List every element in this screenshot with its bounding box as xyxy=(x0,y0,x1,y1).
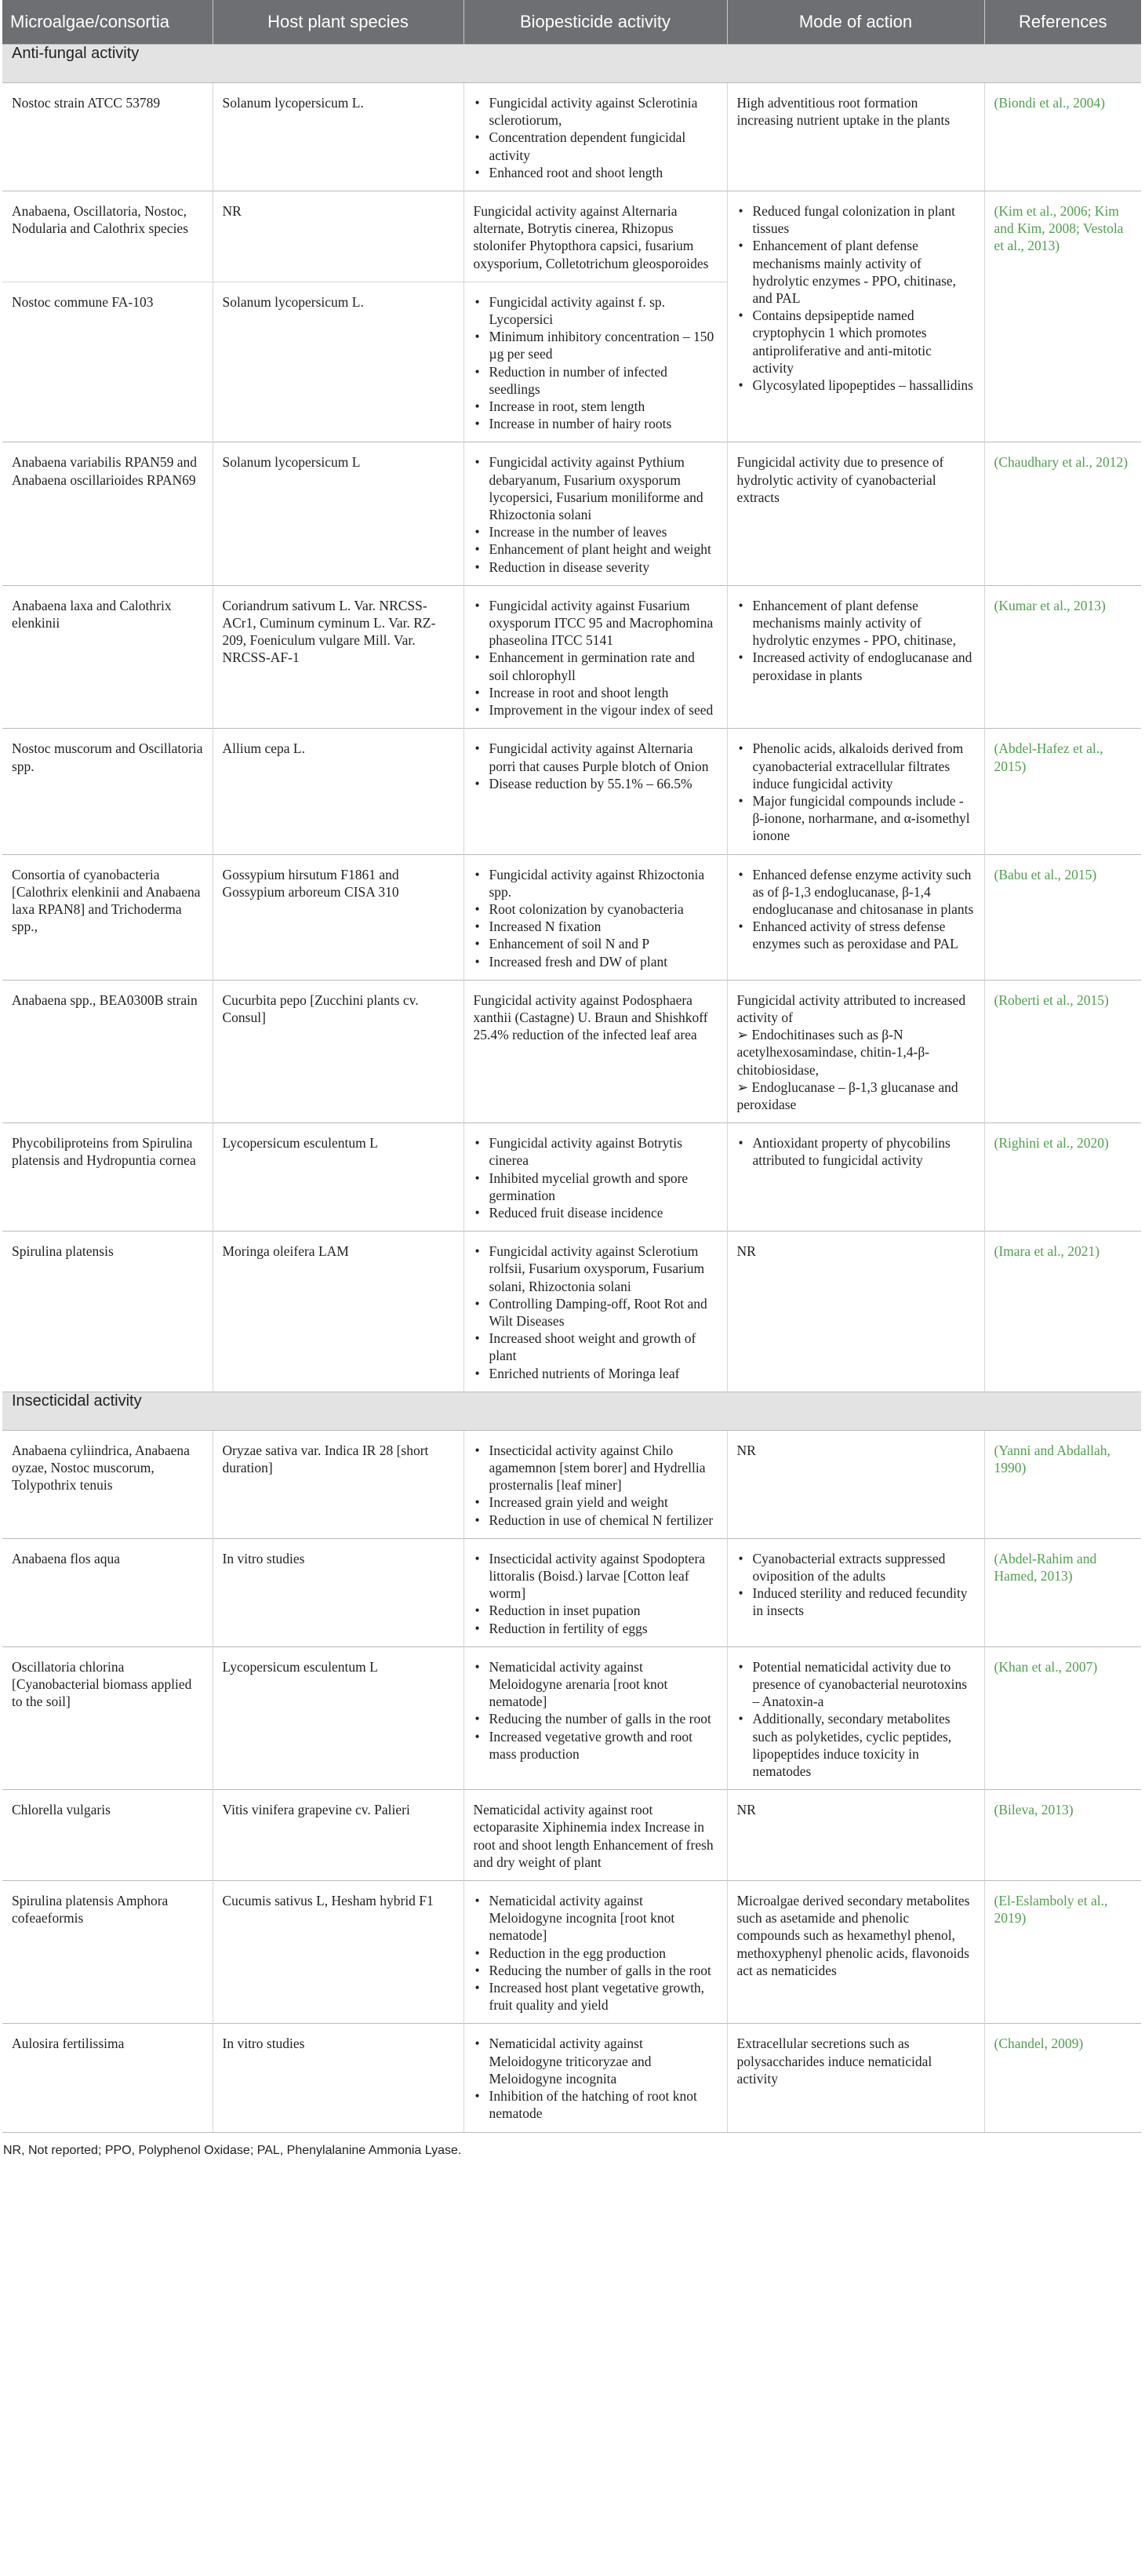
reference-link[interactable]: (Babu et al., 2015) xyxy=(984,854,1141,980)
host-cell: Moringa oleifera LAM xyxy=(213,1232,463,1392)
reference-link[interactable]: (Roberti et al., 2015) xyxy=(984,980,1141,1122)
activity-cell xyxy=(463,2024,727,2132)
mode-cell: NR xyxy=(727,1232,984,1392)
host-cell: In vitro studies xyxy=(213,1538,463,1646)
table-row xyxy=(2,2024,1141,2132)
reference-link[interactable]: (Chaudhary et al., 2012) xyxy=(984,442,1141,585)
reference-link[interactable]: (Bileva, 2013) xyxy=(984,1790,1141,1881)
table-row xyxy=(2,1123,1141,1232)
organism-cell: Nostoc commune FA-103 xyxy=(2,282,213,442)
bullet-item: • Increased host plant vegetative growth, fruit quality and yield xyxy=(474,1979,718,2014)
host-cell: Solanum lycopersicum L xyxy=(213,442,463,585)
activity-cell xyxy=(463,282,727,442)
bullet-item: • Reduction in inset pupation xyxy=(474,1602,718,1619)
bullet-item: • Fungicidal activity against f. sp. Lycopersici xyxy=(474,293,718,328)
reference-link[interactable]: (Kim et al., 2006; Kim and Kim, 2008; Vestola et al., 2013) xyxy=(984,191,1141,442)
host-cell: Oryzae sativa var. Indica IR 28 [short duration] xyxy=(213,1430,463,1538)
reference-link[interactable]: (Biondi et al., 2004) xyxy=(984,83,1141,191)
mode-cell xyxy=(727,854,984,980)
bullet-item: • Disease reduction by 55.1% – 66.5% xyxy=(474,775,718,792)
bullet-item: • Fungicidal activity against Fusarium oxysporum ITCC 95 and Macrophomina phaseolina ITCC 5141 xyxy=(474,597,718,649)
organism-cell: Anabaena flos aqua xyxy=(2,1538,213,1646)
bullet-item: • Increase in the number of leaves xyxy=(474,523,718,540)
activity-cell xyxy=(463,1123,727,1232)
bullet-item: • Enhanced defense enzyme activity such as of β-1,3 endoglucanase, β-1,4 endoglucanase and chitosanase in plants xyxy=(737,866,975,919)
host-cell: In vitro studies xyxy=(213,2024,463,2132)
bullet-item: • Nematicidal activity against Meloidogyne incognita [root knot nematode] xyxy=(474,1892,718,1945)
mode-cell: Microalgae derived secondary metabolites such as asetamide and phenolic compounds such as hexamethyl phenol, methoxyphenyl phenolic acids, flavonoids act as nematicides xyxy=(727,1881,984,2024)
activity-cell: Nematicidal activity against root ectoparasite Xiphinemia index Increase in root and shoot length Enhancement of fresh and dry weight of plant xyxy=(463,1790,727,1881)
bullet-item: • Concentration dependent fungicidal activity xyxy=(474,129,718,163)
bullet-item: • Fungicidal activity against Sclerotium rolfsii, Fusarium oxysporum, Fusarium solani, Rhizoctonia solani xyxy=(474,1243,718,1295)
reference-link[interactable]: (Righini et al., 2020) xyxy=(984,1123,1141,1232)
bullet-item: • Phenolic acids, alkaloids derived from cyanobacterial extracellular filtrates induce fungicidal activity xyxy=(737,740,975,792)
reference-link[interactable]: (Yanni and Abdallah, 1990) xyxy=(984,1430,1141,1538)
bullet-item: • Fungicidal activity against Alternaria porri that causes Purple blotch of Onion xyxy=(474,740,718,774)
bullet-item: • Potential nematicidal activity due to presence of cyanobacterial neurotoxins – Anatoxin-a xyxy=(737,1658,975,1711)
activity-cell xyxy=(463,1430,727,1538)
bullet-item: • Cyanobacterial extracts suppressed oviposition of the adults xyxy=(737,1550,975,1585)
reference-link[interactable]: (El-Eslamboly et al., 2019) xyxy=(984,1881,1141,2024)
host-cell: Lycopersicum esculentum L xyxy=(213,1123,463,1232)
organism-cell: Nostoc muscorum and Oscillatoria spp. xyxy=(2,729,213,854)
text-line: Fungicidal activity attributed to increased activity of xyxy=(736,991,966,1025)
mode-cell: High adventitious root formation increasing nutrient uptake in the plants xyxy=(727,83,984,191)
table-row xyxy=(2,1538,1141,1646)
reference-link[interactable]: (Kumar et al., 2013) xyxy=(984,585,1141,728)
activity-cell xyxy=(463,854,727,980)
bullet-item: • Reducing the number of galls in the root xyxy=(474,1710,718,1727)
table-row xyxy=(2,83,1141,191)
table-row xyxy=(2,1430,1141,1538)
reference-link[interactable]: (Chandel, 2009) xyxy=(984,2024,1141,2132)
arrow-item: ➢ Endochitinases such as β-N acetylhexosamindase, chitin-1,4-β-chitobiosidase, xyxy=(736,1027,930,1078)
bullet-item: • Increase in number of hairy roots xyxy=(474,415,718,432)
table-row xyxy=(2,442,1141,585)
bullet-item: • Enhancement in germination rate and soil chlorophyll xyxy=(474,649,718,683)
host-cell: Cucumis sativus L, Hesham hybrid F1 xyxy=(213,1881,463,2024)
bullet-item: • Increased N fixation xyxy=(474,918,718,935)
organism-cell: Anabaena, Oscillatoria, Nostoc, Nodularia and Calothrix species xyxy=(2,191,213,282)
reference-link[interactable]: (Abdel-Rahim and Hamed, 2013) xyxy=(984,1538,1141,1646)
table-row xyxy=(2,1646,1141,1789)
host-cell: Coriandrum sativum L. Var. NRCSS-ACr1, Cuminum cyminum L. Var. RZ-209, Foeniculum vulgare Mill. Var. NRCSS-AF-1 xyxy=(213,585,463,728)
table-row xyxy=(2,191,1141,282)
col-header-references: References xyxy=(984,0,1141,45)
activity-cell xyxy=(463,83,727,191)
bullet-item: • Reduction in the egg production xyxy=(474,1945,718,1962)
mode-cell xyxy=(727,1538,984,1646)
mode-cell xyxy=(727,191,984,442)
organism-cell: Anabaena cyliindrica, Anabaena oyzae, Nostoc muscorum, Tolypothrix tenuis xyxy=(2,1430,213,1538)
section-title: Insecticidal activity xyxy=(2,1392,1141,1430)
section-title: Anti-fungal activity xyxy=(2,45,1141,83)
host-cell: Vitis vinifera grapevine cv. Palieri xyxy=(213,1790,463,1881)
activity-cell xyxy=(463,1881,727,2024)
mode-cell xyxy=(727,1123,984,1232)
organism-cell: Chlorella vulgaris xyxy=(2,1790,213,1881)
mode-cell: Fungicidal activity due to presence of hydrolytic activity of cyanobacterial extracts xyxy=(727,442,984,585)
mode-cell: Extracellular secretions such as polysaccharides induce nematicidal activity xyxy=(727,2024,984,2132)
bullet-item: • Induced sterility and reduced fecundity in insects xyxy=(737,1585,975,1619)
bullet-item: • Nematicidal activity against Meloidogyne arenaria [root knot nematode] xyxy=(474,1658,718,1711)
bullet-item: • Enhanced root and shoot length xyxy=(474,164,718,181)
mode-cell: NR xyxy=(727,1430,984,1538)
col-header-host: Host plant species xyxy=(213,0,463,45)
table-row xyxy=(2,729,1141,854)
organism-cell: Anabaena laxa and Calothrix elenkinii xyxy=(2,585,213,728)
bullet-item: • Antioxidant property of phycobilins attributed to fungicidal activity xyxy=(737,1134,975,1169)
biopesticide-table xyxy=(2,0,1141,2132)
col-header-organism: Microalgae/consortia xyxy=(2,0,213,45)
mode-cell xyxy=(727,1646,984,1789)
bullet-item: • Increased fresh and DW of plant xyxy=(474,953,718,970)
organism-cell: Nostoc strain ATCC 53789 xyxy=(2,83,213,191)
bullet-item: • Enhanced activity of stress defense enzymes such as peroxidase and PAL xyxy=(737,918,975,952)
bullet-item: • Fungicidal activity against Pythium debaryanum, Fusarium oxysporum lycopersici, Fusarium moniliforme and Rhizoctonia solani xyxy=(474,453,718,523)
bullet-item: • Enhancement of soil N and P xyxy=(474,935,718,952)
host-cell: NR xyxy=(213,191,463,282)
mode-cell xyxy=(727,980,984,1122)
mode-cell xyxy=(727,729,984,854)
organism-cell: Anabaena variabilis RPAN59 and Anabaena oscillarioides RPAN69 xyxy=(2,442,213,585)
activity-cell: Fungicidal activity against Podosphaera xanthii (Castagne) U. Braun and Shishkoff 25.4% reduction of the infected leaf area xyxy=(463,980,727,1122)
host-cell: Gossypium hirsutum F1861 and Gossypium arboreum CISA 310 xyxy=(213,854,463,980)
col-header-activity: Biopesticide activity xyxy=(463,0,727,45)
bullet-item: • Increased shoot weight and growth of plant xyxy=(474,1330,718,1364)
mode-cell: NR xyxy=(727,1790,984,1881)
mode-cell xyxy=(727,585,984,728)
activity-cell: Fungicidal activity against Alternaria alternate, Botrytis cinerea, Rhizopus stolonifer Phytopthora capsici, fusarium oxysporium, Colletotrichum gleosporoides xyxy=(463,191,727,282)
host-cell: Solanum lycopersicum L. xyxy=(213,83,463,191)
bullet-item: • Fungicidal activity against Rhizoctonia spp. xyxy=(474,866,718,901)
organism-cell: Consortia of cyanobacteria [Calothrix elenkinii and Anabaena laxa RPAN8] and Trichoderma spp., xyxy=(2,854,213,980)
reference-link[interactable]: (Abdel-Hafez et al., 2015) xyxy=(984,729,1141,854)
activity-cell xyxy=(463,729,727,854)
organism-cell: Anabaena spp., BEA0300B strain xyxy=(2,980,213,1122)
bullet-item: • Fungicidal activity against Botrytis cinerea xyxy=(474,1134,718,1169)
bullet-item: • Reduced fruit disease incidence xyxy=(474,1204,718,1221)
bullet-item: • Insecticidal activity against Spodoptera littoralis (Boisd.) larvae [Cotton leaf worm] xyxy=(474,1550,718,1603)
bullet-item: • Enhancement of plant height and weight xyxy=(474,540,718,558)
header-row xyxy=(2,0,1141,45)
bullet-item: • Additionally, secondary metabolites such as polyketides, cyclic peptides, lipopeptides induce toxicity in nematodes xyxy=(737,1710,975,1780)
bullet-item: • Increased grain yield and weight xyxy=(474,1494,718,1511)
organism-cell: Aulosira fertilissima xyxy=(2,2024,213,2132)
bullet-item: • Reduction in number of infected seedlings xyxy=(474,363,718,398)
activity-cell xyxy=(463,585,727,728)
bullet-item: • Root colonization by cyanobacteria xyxy=(474,901,718,918)
bullet-item: • Glycosylated lipopeptides – hassallidins xyxy=(737,377,975,394)
bullet-item: • Insecticidal activity against Chilo agamemnon [stem borer] and Hydrellia prosternalis [leaf miner] xyxy=(474,1442,718,1494)
activity-cell xyxy=(463,1646,727,1789)
bullet-item: • Improvement in the vigour index of seed xyxy=(474,701,718,719)
host-cell: Allium cepa L. xyxy=(213,729,463,854)
host-cell: Solanum lycopersicum L. xyxy=(213,282,463,442)
section-row-antifungal xyxy=(2,45,1141,83)
reference-link[interactable]: (Khan et al., 2007) xyxy=(984,1646,1141,1789)
bullet-item: • Enhancement of plant defense mechanisms mainly activity of hydrolytic enzymes - PPO, chitinase, xyxy=(737,597,975,649)
activity-cell xyxy=(463,1232,727,1392)
bullet-item: • Major fungicidal compounds include - β-ionone, norharmane, and α-isomethyl ionone xyxy=(737,792,975,845)
bullet-item: • Increased vegetative growth and root mass production xyxy=(474,1728,718,1763)
bullet-item: • Minimum inhibitory concentration – 150 µg per seed xyxy=(474,328,718,362)
host-cell: Cucurbita pepo [Zucchini plants cv. Consul] xyxy=(213,980,463,1122)
organism-cell: Spirulina platensis Amphora cofeaeformis xyxy=(2,1881,213,2024)
bullet-item: • Inhibition of the hatching of root knot nematode xyxy=(474,2087,718,2122)
activity-cell xyxy=(463,442,727,585)
table-row xyxy=(2,585,1141,728)
bullet-item: • Increase in root and shoot length xyxy=(474,684,718,701)
bullet-item: • Enriched nutrients of Moringa leaf xyxy=(474,1365,718,1382)
bullet-item: • Fungicidal activity against Sclerotinia sclerotiorum, xyxy=(474,94,718,129)
bullet-item: • Nematicidal activity against Meloidogyne triticoryzae and Meloidogyne incognita xyxy=(474,2035,718,2087)
section-row-insecticidal xyxy=(2,1392,1141,1430)
bullet-item: • Enhancement of plant defense mechanisms mainly activity of hydrolytic enzymes - PPO, chitinase, and PAL xyxy=(737,237,975,307)
table-row xyxy=(2,1232,1141,1392)
bullet-item: • Controlling Damping-off, Root Rot and Wilt Diseases xyxy=(474,1295,718,1330)
activity-cell xyxy=(463,1538,727,1646)
table-row xyxy=(2,980,1141,1122)
bullet-item: • Inhibited mycelial growth and spore germination xyxy=(474,1170,718,1204)
bullet-item: • Reducing the number of galls in the root xyxy=(474,1962,718,1979)
bullet-item: • Contains depsipeptide named cryptophycin 1 which promotes antiproliferative and anti-mitotic activity xyxy=(737,307,975,377)
bullet-item: • Increase in root, stem length xyxy=(474,398,718,415)
organism-cell: Phycobiliproteins from Spirulina platensis and Hydropuntia cornea xyxy=(2,1123,213,1232)
bullet-item: • Reduction in disease severity xyxy=(474,558,718,576)
table-row xyxy=(2,1790,1141,1881)
bullet-item: • Reduction in fertility of eggs xyxy=(474,1620,718,1637)
table-footnote: NR, Not reported; PPO, Polyphenol Oxidase; PAL, Phenylalanine Ammonia Lyase. xyxy=(3,2143,462,2157)
col-header-mode: Mode of action xyxy=(727,0,984,45)
table-row xyxy=(2,1881,1141,2024)
host-cell: Lycopersicum esculentum L xyxy=(213,1646,463,1789)
bullet-item: • Increased activity of endoglucanase and peroxidase in plants xyxy=(737,649,975,683)
bullet-item: • Reduced fungal colonization in plant tissues xyxy=(737,202,975,237)
bullet-item: • Reduction in use of chemical N fertilizer xyxy=(474,1512,718,1529)
organism-cell: Spirulina platensis xyxy=(2,1232,213,1392)
arrow-item: ➢ Endoglucanase – β-1,3 glucanase and peroxidase xyxy=(736,1079,958,1112)
table-row xyxy=(2,854,1141,980)
reference-link[interactable]: (Imara et al., 2021) xyxy=(984,1232,1141,1392)
organism-cell: Oscillatoria chlorina [Cyanobacterial biomass applied to the soil] xyxy=(2,1646,213,1789)
